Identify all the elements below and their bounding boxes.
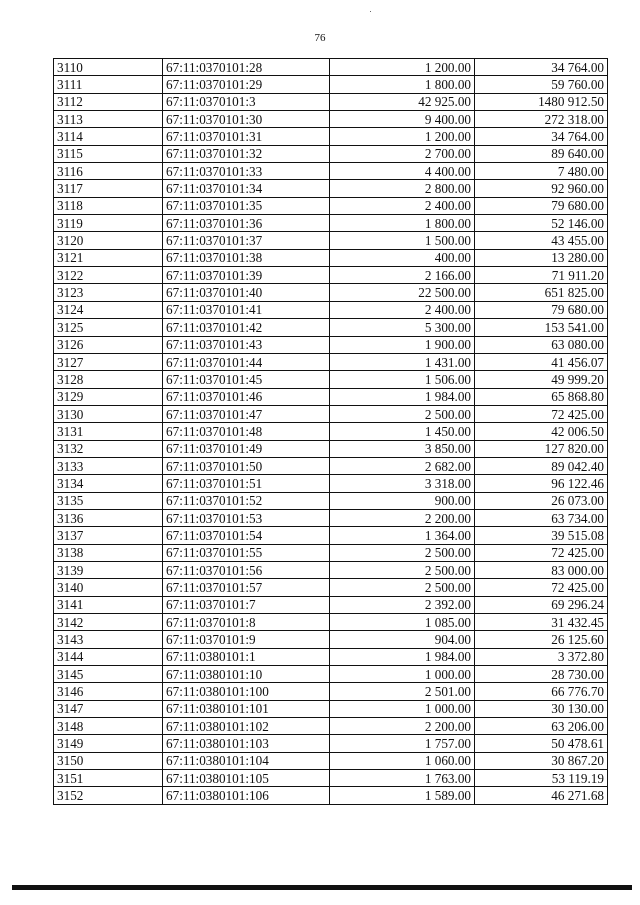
- row-number-cell: 3140: [54, 579, 163, 596]
- table-row: [54, 93, 608, 110]
- cadastral-number-cell: 67:11:0370101:31: [163, 128, 330, 145]
- cadastral-number-cell: 67:11:0370101:45: [163, 371, 330, 388]
- area-cell: 3 850.00: [330, 440, 475, 457]
- area-cell: 900.00: [330, 492, 475, 509]
- value-cell: 71 911.20: [475, 267, 608, 284]
- value-cell: 63 080.00: [475, 336, 608, 353]
- table-row: [54, 735, 608, 752]
- area-cell: 1 431.00: [330, 353, 475, 370]
- table-row: [54, 76, 608, 93]
- table-row: [54, 492, 608, 509]
- row-number-cell: 3143: [54, 631, 163, 648]
- area-cell: 2 200.00: [330, 718, 475, 735]
- row-number-cell: 3116: [54, 163, 163, 180]
- cadastral-number-cell: 67:11:0370101:33: [163, 163, 330, 180]
- row-number-cell: 3112: [54, 93, 163, 110]
- table-row: [54, 197, 608, 214]
- row-number-cell: 3137: [54, 527, 163, 544]
- value-cell: 13 280.00: [475, 249, 608, 266]
- value-cell: 79 680.00: [475, 197, 608, 214]
- table-row: [54, 249, 608, 266]
- cadastral-number-cell: 67:11:0370101:39: [163, 267, 330, 284]
- value-cell: 52 146.00: [475, 215, 608, 232]
- cadastral-number-cell: 67:11:0380101:101: [163, 700, 330, 717]
- value-cell: 1480 912.50: [475, 93, 608, 110]
- row-number-cell: 3146: [54, 683, 163, 700]
- area-cell: 1 763.00: [330, 770, 475, 787]
- area-cell: 22 500.00: [330, 284, 475, 301]
- table-row: [54, 457, 608, 474]
- row-number-cell: 3125: [54, 319, 163, 336]
- table-row: [54, 388, 608, 405]
- value-cell: 272 318.00: [475, 111, 608, 128]
- value-cell: 63 206.00: [475, 718, 608, 735]
- cadastral-number-cell: 67:11:0370101:34: [163, 180, 330, 197]
- table-row: [54, 353, 608, 370]
- table-row: [54, 423, 608, 440]
- value-cell: 651 825.00: [475, 284, 608, 301]
- table-row: [54, 752, 608, 769]
- cadastral-number-cell: 67:11:0370101:48: [163, 423, 330, 440]
- cadastral-number-cell: 67:11:0370101:47: [163, 405, 330, 422]
- area-cell: 2 500.00: [330, 544, 475, 561]
- table-row: [54, 718, 608, 735]
- value-cell: 72 425.00: [475, 405, 608, 422]
- cadastral-number-cell: 67:11:0370101:32: [163, 145, 330, 162]
- cadastral-number-cell: 67:11:0370101:56: [163, 561, 330, 578]
- table-row: [54, 683, 608, 700]
- cadastral-table: [53, 58, 608, 805]
- value-cell: 69 296.24: [475, 596, 608, 613]
- cadastral-number-cell: 67:11:0370101:36: [163, 215, 330, 232]
- row-number-cell: 3117: [54, 180, 163, 197]
- cadastral-table-body: [54, 59, 608, 805]
- cadastral-number-cell: 67:11:0370101:51: [163, 475, 330, 492]
- table-row: [54, 440, 608, 457]
- cadastral-number-cell: 67:11:0370101:44: [163, 353, 330, 370]
- value-cell: 63 734.00: [475, 509, 608, 526]
- value-cell: 89 640.00: [475, 145, 608, 162]
- table-row: [54, 648, 608, 665]
- area-cell: 1 200.00: [330, 128, 475, 145]
- area-cell: 2 500.00: [330, 561, 475, 578]
- value-cell: 96 122.46: [475, 475, 608, 492]
- value-cell: 7 480.00: [475, 163, 608, 180]
- row-number-cell: 3152: [54, 787, 163, 804]
- table-row: [54, 111, 608, 128]
- area-cell: 1 800.00: [330, 215, 475, 232]
- row-number-cell: 3122: [54, 267, 163, 284]
- value-cell: 30 867.20: [475, 752, 608, 769]
- cadastral-number-cell: 67:11:0380101:102: [163, 718, 330, 735]
- row-number-cell: 3145: [54, 666, 163, 683]
- row-number-cell: 3141: [54, 596, 163, 613]
- value-cell: 31 432.45: [475, 614, 608, 631]
- table-row: [54, 770, 608, 787]
- area-cell: 1 506.00: [330, 371, 475, 388]
- area-cell: 9 400.00: [330, 111, 475, 128]
- value-cell: 89 042.40: [475, 457, 608, 474]
- cadastral-number-cell: 67:11:0380101:104: [163, 752, 330, 769]
- page-number: 76: [314, 32, 326, 44]
- value-cell: 65 868.80: [475, 388, 608, 405]
- cadastral-number-cell: 67:11:0370101:7: [163, 596, 330, 613]
- area-cell: 2 700.00: [330, 145, 475, 162]
- table-row: [54, 180, 608, 197]
- cadastral-number-cell: 67:11:0370101:30: [163, 111, 330, 128]
- cadastral-number-cell: 67:11:0380101:1: [163, 648, 330, 665]
- value-cell: 42 006.50: [475, 423, 608, 440]
- area-cell: 5 300.00: [330, 319, 475, 336]
- area-cell: 1 200.00: [330, 59, 475, 76]
- row-number-cell: 3138: [54, 544, 163, 561]
- area-cell: 2 166.00: [330, 267, 475, 284]
- cadastral-number-cell: 67:11:0370101:28: [163, 59, 330, 76]
- value-cell: 43 455.00: [475, 232, 608, 249]
- area-cell: 904.00: [330, 631, 475, 648]
- area-cell: 2 200.00: [330, 509, 475, 526]
- table-row: [54, 319, 608, 336]
- row-number-cell: 3130: [54, 405, 163, 422]
- table-row: [54, 145, 608, 162]
- area-cell: 1 500.00: [330, 232, 475, 249]
- cadastral-number-cell: 67:11:0370101:57: [163, 579, 330, 596]
- table-row: [54, 614, 608, 631]
- table-row: [54, 267, 608, 284]
- area-cell: 1 984.00: [330, 388, 475, 405]
- table-row: [54, 544, 608, 561]
- row-number-cell: 3149: [54, 735, 163, 752]
- cadastral-number-cell: 67:11:0370101:35: [163, 197, 330, 214]
- row-number-cell: 3144: [54, 648, 163, 665]
- row-number-cell: 3124: [54, 301, 163, 318]
- value-cell: 34 764.00: [475, 128, 608, 145]
- table-row: [54, 787, 608, 804]
- area-cell: 2 800.00: [330, 180, 475, 197]
- row-number-cell: 3123: [54, 284, 163, 301]
- value-cell: 39 515.08: [475, 527, 608, 544]
- cadastral-number-cell: 67:11:0370101:55: [163, 544, 330, 561]
- cadastral-number-cell: 67:11:0370101:42: [163, 319, 330, 336]
- row-number-cell: 3110: [54, 59, 163, 76]
- row-number-cell: 3118: [54, 197, 163, 214]
- row-number-cell: 3119: [54, 215, 163, 232]
- cadastral-number-cell: 67:11:0370101:46: [163, 388, 330, 405]
- cadastral-number-cell: 67:11:0380101:103: [163, 735, 330, 752]
- value-cell: 92 960.00: [475, 180, 608, 197]
- row-number-cell: 3134: [54, 475, 163, 492]
- area-cell: 2 500.00: [330, 579, 475, 596]
- cadastral-number-cell: 67:11:0370101:38: [163, 249, 330, 266]
- cadastral-number-cell: 67:11:0370101:9: [163, 631, 330, 648]
- area-cell: 2 392.00: [330, 596, 475, 613]
- row-number-cell: 3133: [54, 457, 163, 474]
- cadastral-number-cell: 67:11:0370101:3: [163, 93, 330, 110]
- cadastral-number-cell: 67:11:0370101:8: [163, 614, 330, 631]
- row-number-cell: 3113: [54, 111, 163, 128]
- scan-speck: [370, 11, 371, 12]
- cadastral-number-cell: 67:11:0370101:40: [163, 284, 330, 301]
- row-number-cell: 3128: [54, 371, 163, 388]
- table-row: [54, 301, 608, 318]
- row-number-cell: 3147: [54, 700, 163, 717]
- table-row: [54, 579, 608, 596]
- row-number-cell: 3114: [54, 128, 163, 145]
- value-cell: 83 000.00: [475, 561, 608, 578]
- value-cell: 53 119.19: [475, 770, 608, 787]
- value-cell: 49 999.20: [475, 371, 608, 388]
- value-cell: 72 425.00: [475, 544, 608, 561]
- area-cell: 1 060.00: [330, 752, 475, 769]
- row-number-cell: 3142: [54, 614, 163, 631]
- area-cell: 1 085.00: [330, 614, 475, 631]
- area-cell: 1 589.00: [330, 787, 475, 804]
- area-cell: 1 000.00: [330, 666, 475, 683]
- row-number-cell: 3115: [54, 145, 163, 162]
- area-cell: 1 757.00: [330, 735, 475, 752]
- table-row: [54, 631, 608, 648]
- area-cell: 2 500.00: [330, 405, 475, 422]
- value-cell: 28 730.00: [475, 666, 608, 683]
- area-cell: 1 450.00: [330, 423, 475, 440]
- table-row: [54, 405, 608, 422]
- area-cell: 400.00: [330, 249, 475, 266]
- value-cell: 79 680.00: [475, 301, 608, 318]
- cadastral-number-cell: 67:11:0380101:105: [163, 770, 330, 787]
- cadastral-number-cell: 67:11:0370101:52: [163, 492, 330, 509]
- table-row: [54, 232, 608, 249]
- value-cell: 26 073.00: [475, 492, 608, 509]
- table-row: [54, 509, 608, 526]
- table-row: [54, 700, 608, 717]
- value-cell: 127 820.00: [475, 440, 608, 457]
- table-row: [54, 163, 608, 180]
- row-number-cell: 3129: [54, 388, 163, 405]
- row-number-cell: 3148: [54, 718, 163, 735]
- table-row: [54, 596, 608, 613]
- row-number-cell: 3127: [54, 353, 163, 370]
- value-cell: 3 372.80: [475, 648, 608, 665]
- value-cell: 30 130.00: [475, 700, 608, 717]
- cadastral-number-cell: 67:11:0370101:29: [163, 76, 330, 93]
- cadastral-number-cell: 67:11:0370101:43: [163, 336, 330, 353]
- cadastral-number-cell: 67:11:0380101:106: [163, 787, 330, 804]
- table-row: [54, 475, 608, 492]
- value-cell: 50 478.61: [475, 735, 608, 752]
- row-number-cell: 3111: [54, 76, 163, 93]
- cadastral-number-cell: 67:11:0370101:53: [163, 509, 330, 526]
- row-number-cell: 3121: [54, 249, 163, 266]
- value-cell: 59 760.00: [475, 76, 608, 93]
- area-cell: 42 925.00: [330, 93, 475, 110]
- value-cell: 46 271.68: [475, 787, 608, 804]
- area-cell: 1 364.00: [330, 527, 475, 544]
- row-number-cell: 3126: [54, 336, 163, 353]
- table-row: [54, 128, 608, 145]
- table-row: [54, 527, 608, 544]
- row-number-cell: 3151: [54, 770, 163, 787]
- cadastral-number-cell: 67:11:0370101:54: [163, 527, 330, 544]
- cadastral-number-cell: 67:11:0380101:100: [163, 683, 330, 700]
- table-row: [54, 215, 608, 232]
- cadastral-number-cell: 67:11:0380101:10: [163, 666, 330, 683]
- row-number-cell: 3136: [54, 509, 163, 526]
- area-cell: 2 400.00: [330, 197, 475, 214]
- value-cell: 26 125.60: [475, 631, 608, 648]
- cadastral-number-cell: 67:11:0370101:49: [163, 440, 330, 457]
- cadastral-number-cell: 67:11:0370101:37: [163, 232, 330, 249]
- row-number-cell: 3139: [54, 561, 163, 578]
- table-row: [54, 284, 608, 301]
- row-number-cell: 3132: [54, 440, 163, 457]
- table-row: [54, 561, 608, 578]
- area-cell: 2 400.00: [330, 301, 475, 318]
- table-row: [54, 336, 608, 353]
- row-number-cell: 3120: [54, 232, 163, 249]
- value-cell: 72 425.00: [475, 579, 608, 596]
- row-number-cell: 3135: [54, 492, 163, 509]
- area-cell: 1 900.00: [330, 336, 475, 353]
- cadastral-number-cell: 67:11:0370101:41: [163, 301, 330, 318]
- value-cell: 34 764.00: [475, 59, 608, 76]
- table-row: [54, 59, 608, 76]
- table-row: [54, 371, 608, 388]
- area-cell: 1 000.00: [330, 700, 475, 717]
- row-number-cell: 3150: [54, 752, 163, 769]
- footer-rule: [12, 885, 632, 890]
- area-cell: 4 400.00: [330, 163, 475, 180]
- value-cell: 153 541.00: [475, 319, 608, 336]
- table-row: [54, 666, 608, 683]
- value-cell: 41 456.07: [475, 353, 608, 370]
- area-cell: 1 984.00: [330, 648, 475, 665]
- area-cell: 1 800.00: [330, 76, 475, 93]
- cadastral-number-cell: 67:11:0370101:50: [163, 457, 330, 474]
- area-cell: 3 318.00: [330, 475, 475, 492]
- row-number-cell: 3131: [54, 423, 163, 440]
- value-cell: 66 776.70: [475, 683, 608, 700]
- area-cell: 2 682.00: [330, 457, 475, 474]
- area-cell: 2 501.00: [330, 683, 475, 700]
